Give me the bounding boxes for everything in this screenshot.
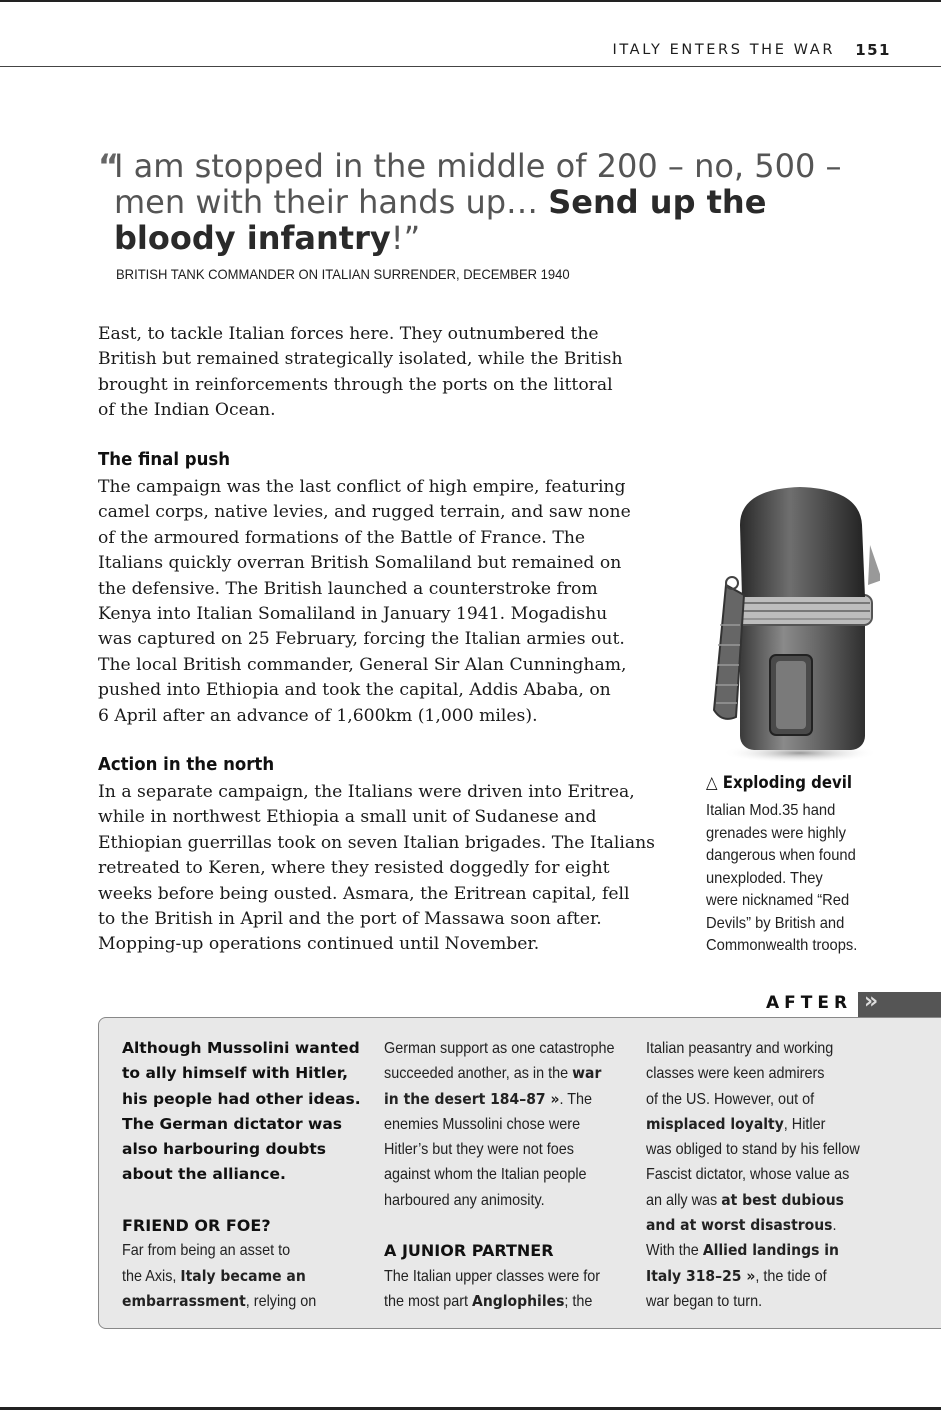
after-label: AFTER [766,993,853,1013]
text-line: was captured on 25 February, forcing the Italian armies out. [98,629,625,650]
emphasis: Anglophiles [472,1291,565,1310]
action-north-paragraph [98,780,678,958]
after-section-tab [760,989,941,1017]
text-line: war began to turn. [646,1292,763,1310]
text-line: the defensive. The British launched a counterstroke from [98,578,598,599]
text-line: to the British in April and the port of Massawa soon after. [98,909,602,930]
after-column-3 [646,1036,896,1314]
intro-paragraph [98,322,678,424]
after-column-1 [122,1036,372,1314]
intro-line: to ally himself with Hitler, [122,1064,348,1083]
text-line: The campaign was the last conflict of high empire, featuring [98,477,626,497]
caption-heading: Exploding devil [722,773,852,793]
text: the most part [384,1292,473,1310]
intro-line: his people had other ideas. [122,1089,361,1108]
emphasis: at best dubious [721,1190,844,1209]
text-line [646,1264,871,1289]
cross-reference-link[interactable]: war [572,1064,602,1083]
text-line [646,1213,871,1238]
text-line: In a separate campaign, the Italians were driven into Eritrea, [98,782,635,802]
text-line [646,1188,871,1213]
grenade-photo [700,485,880,765]
subheading-junior-partner: A JUNIOR PARTNER [384,1241,554,1261]
emphasis: misplaced loyalty [646,1114,784,1133]
text-line: of the Indian Ocean. [98,400,276,421]
text-line [384,1087,609,1112]
text: . The [559,1090,593,1108]
text: , the tide of [755,1267,827,1285]
text-line: East, to tackle Italian forces here. They outnumbered the [98,324,599,344]
caption-line: dangerous when found [706,847,856,864]
text-line: Hitler’s but they were not foes [384,1141,574,1159]
caption-line: were nicknamed “Red [706,892,850,909]
text-line [122,1289,347,1314]
page-number: 151 [855,41,891,59]
text-line: Far from being an asset to [122,1242,291,1260]
text-line: against whom the Italian people [384,1166,587,1184]
text-line [384,1061,609,1086]
caption-title [706,773,852,793]
text-line: British but remained strategically isolated, while the British [98,349,623,370]
quote-emphasis: bloody infantry [114,219,391,257]
quote-close: !” [390,219,421,257]
text-line: Italians quickly overran British Somaliland but remained on [98,553,622,574]
caption-line: unexploded. They [706,869,823,887]
text-line: classes were keen admirers [646,1065,825,1083]
cross-reference-emphasis: Italy became an [180,1266,306,1285]
running-head [0,40,941,62]
caption-line: grenades were highly [706,824,846,842]
intro-line: The German dictator was [122,1114,343,1133]
text-line: German support as one catastrophe [384,1040,615,1057]
text-line: of the armoured formations of the Battle of France. The [98,527,586,548]
cross-reference-link[interactable]: Italy 318–25 » [646,1266,756,1285]
text-line [122,1264,347,1289]
text: . [832,1217,837,1235]
text: the Axis, [122,1267,181,1285]
caption-line: Devils” by British and [706,914,845,932]
cross-reference-link[interactable]: Allied landings in [702,1241,839,1260]
section-heading-action-north: Action in the north [98,754,275,775]
text-line: harboured any animosity. [384,1191,545,1209]
text-line [646,1112,871,1137]
text-line: weeks before being ousted. Asmara, the Eritrean capital, fell [98,883,630,904]
text: , Hitler [783,1115,826,1133]
text: ; the [564,1292,593,1310]
text: an ally was [646,1191,722,1209]
double-chevron-icon: » [864,989,873,1014]
quote-emphasis: Send up the [548,183,767,221]
quote-line-3 [114,220,420,256]
cross-reference-link[interactable]: in the desert 184–87 » [384,1089,560,1108]
text-line: 6 April after an advance of 1,600km (1,000 miles). [98,705,538,726]
text-line: camel corps, native levies, and rugged terrain, and saw none [98,502,631,523]
text-line: The Italian upper classes were for [384,1267,601,1285]
section-heading-final-push: The final push [98,449,231,470]
caption-line: Italian Mod.35 hand [706,802,836,819]
text-line [384,1289,609,1314]
text-line: Mopping-up operations continued until November. [98,934,540,955]
attribution-date: DECEMBER 1940 [459,266,570,282]
text-line: brought in reinforcements through the ports on the littoral [98,374,613,395]
attribution-source: BRITISH TANK COMMANDER ON ITALIAN SURRENDER, [116,266,460,282]
text-line: was obliged to stand by his fellow [646,1141,860,1159]
quote-text: men with their hands up… [114,183,549,221]
subheading-friend-or-foe: FRIEND OR FOE? [122,1216,271,1236]
text-line: Ethiopian guerrillas took on seven Italian brigades. The Italians [98,832,655,853]
spacer [122,1188,372,1213]
quote-line-1: I am stopped in the middle of 200 – no, 500 – [114,147,842,185]
caption-line: Commonwealth troops. [706,937,858,954]
text-line: enemies Mussolini chose were [384,1115,581,1133]
text: With the [646,1242,703,1260]
text-line: Fascist dictator, whose value as [646,1166,850,1184]
text-line: retreated to Keren, where they resisted doggedly for eight [98,858,610,879]
emphasis: and at worst disastrous [646,1216,833,1235]
spacer [384,1213,634,1238]
intro-line: also harbouring doubts [122,1140,326,1159]
running-head-title: ITALY ENTERS THE WAR [612,42,835,58]
text-line: The local British commander, General Sir Alan Cunningham, [98,654,627,675]
text: , relying on [245,1292,317,1310]
final-push-paragraph [98,475,678,729]
text-line: pushed into Ethiopia and took the capital, Addis Ababa, on [98,680,611,701]
header-rule [0,66,941,67]
text-line: Italian peasantry and working [646,1040,834,1057]
open-quote-mark: “ [98,147,120,185]
quote-line-2 [114,184,766,220]
top-border-rule [0,0,941,2]
after-column-2 [384,1036,634,1314]
intro-line: about the alliance. [122,1165,286,1184]
quote-attribution [116,266,570,282]
text-line: of the US. However, out of [646,1090,815,1108]
triangle-marker-icon: △ [706,773,718,793]
caption-body [706,800,857,958]
cross-reference-emphasis: embarrassment [122,1291,246,1310]
intro-line: Although Mussolini wanted [122,1039,360,1057]
text: succeeded another, as in the [384,1065,573,1083]
text-line [646,1238,871,1263]
text-line: Kenya into Italian Somaliland in January 1941. Mogadishu [98,604,608,625]
text-line: while in northwest Ethiopia a small unit of Sudanese and [98,807,597,828]
